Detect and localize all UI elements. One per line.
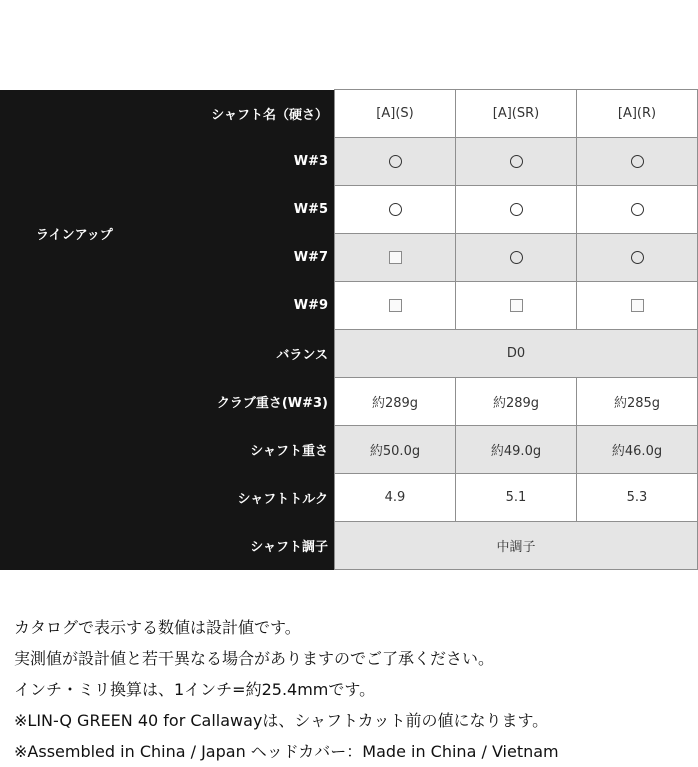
circle-mark-icon <box>389 155 402 168</box>
shaft-weight-row <box>0 426 698 474</box>
spec-table <box>0 89 698 570</box>
row-label: W#9 <box>166 282 335 330</box>
row-label: シャフト重さ <box>166 426 335 474</box>
note-line: インチ・ミリ換算は、1インチ=約25.4mmです。 <box>14 680 376 699</box>
circle-mark-icon <box>510 251 523 264</box>
mark-cell <box>335 138 456 186</box>
header-row <box>0 90 698 138</box>
row-label: シャフト調子 <box>166 522 335 570</box>
circle-mark-icon <box>510 203 523 216</box>
note-line: ※LIN-Q GREEN 40 for Callawayは、シャフトカット前の値になります。 <box>14 711 549 730</box>
group-blank <box>0 90 166 138</box>
square-mark-icon <box>389 299 402 312</box>
value-cell: 約285g <box>577 378 698 426</box>
group-blank <box>0 378 166 426</box>
row-label: W#5 <box>166 186 335 234</box>
lineup-group-label: ラインアップ <box>0 138 166 330</box>
circle-mark-icon <box>389 203 402 216</box>
balance-value: D0 <box>335 330 698 378</box>
row-label: W#7 <box>166 234 335 282</box>
value-cell: 約46.0g <box>577 426 698 474</box>
value-cell: 5.1 <box>456 474 577 522</box>
row-label: W#3 <box>166 138 335 186</box>
value-cell: 5.3 <box>577 474 698 522</box>
group-blank <box>0 474 166 522</box>
column-header: [A](R) <box>577 90 698 138</box>
balance-row <box>0 330 698 378</box>
circle-mark-icon <box>631 251 644 264</box>
mark-cell <box>577 138 698 186</box>
mark-cell <box>456 186 577 234</box>
circle-mark-icon <box>631 155 644 168</box>
group-blank <box>0 522 166 570</box>
note-line: カタログで表示する数値は設計値です。 <box>14 618 301 637</box>
circle-mark-icon <box>631 203 644 216</box>
kick-value: 中調子 <box>335 522 698 570</box>
mark-cell <box>335 186 456 234</box>
mark-cell <box>577 186 698 234</box>
mark-cell <box>456 138 577 186</box>
circle-mark-icon <box>510 155 523 168</box>
mark-cell <box>456 234 577 282</box>
value-cell: 約49.0g <box>456 426 577 474</box>
mark-cell <box>335 234 456 282</box>
row-label: クラブ重さ(W#3) <box>166 378 335 426</box>
value-cell: 4.9 <box>335 474 456 522</box>
mark-cell <box>335 282 456 330</box>
notes <box>14 612 694 767</box>
mark-cell <box>577 282 698 330</box>
lineup-row <box>0 138 698 186</box>
group-blank <box>0 426 166 474</box>
row-label: バランス <box>166 330 335 378</box>
club-weight-row <box>0 378 698 426</box>
square-mark-icon <box>510 299 523 312</box>
mark-cell <box>456 282 577 330</box>
row-label: シャフトトルク <box>166 474 335 522</box>
note-line: 実測値が設計値と若干異なる場合がありますのでご了承ください。 <box>14 649 495 668</box>
note-line: ※Assembled in China / Japan ヘッドカバー：Made in China / Vietnam <box>14 742 559 761</box>
value-cell: 約289g <box>456 378 577 426</box>
square-mark-icon <box>389 251 402 264</box>
shaft-torque-row <box>0 474 698 522</box>
value-cell: 約289g <box>335 378 456 426</box>
column-header: [A](SR) <box>456 90 577 138</box>
square-mark-icon <box>631 299 644 312</box>
shaft-kick-row <box>0 522 698 570</box>
header-label: シャフト名（硬さ） <box>166 90 335 138</box>
column-header: [A](S) <box>335 90 456 138</box>
value-cell: 約50.0g <box>335 426 456 474</box>
group-blank <box>0 330 166 378</box>
mark-cell <box>577 234 698 282</box>
